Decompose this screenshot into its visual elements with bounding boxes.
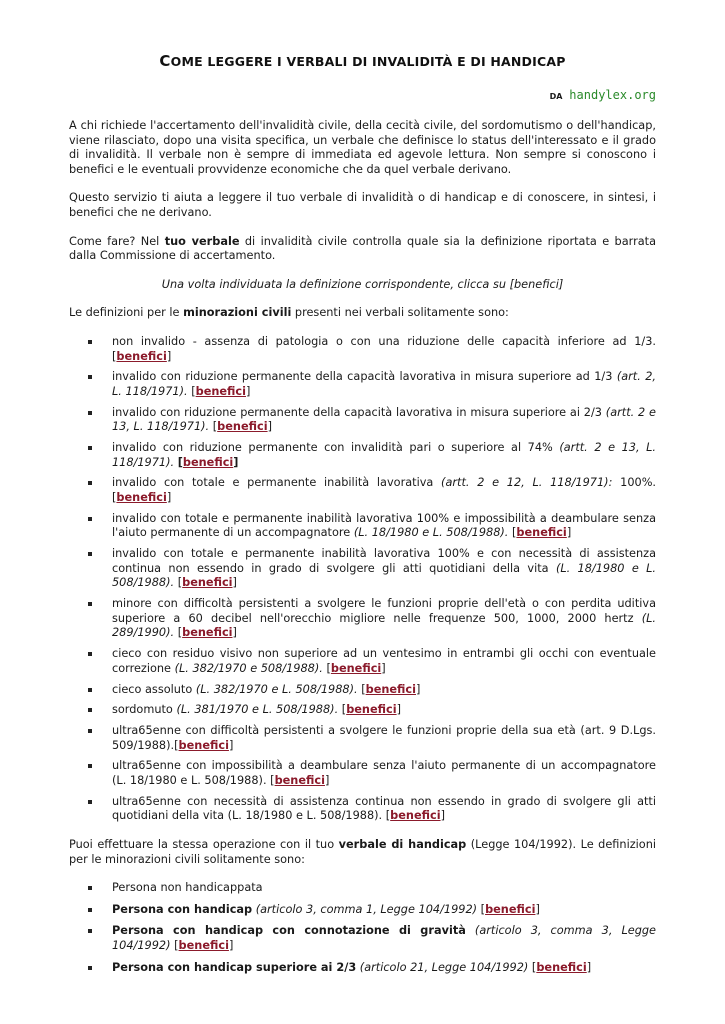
source-line <box>69 88 656 102</box>
bracket: [ <box>112 349 117 363</box>
bracket: [ <box>174 738 179 752</box>
benefici-link[interactable]: benefici <box>346 703 397 717</box>
list-item <box>69 547 656 591</box>
benefici-link[interactable]: benefici <box>116 349 167 363</box>
bracket: ] <box>166 491 172 505</box>
bullet-icon <box>88 375 92 379</box>
list-item <box>69 795 656 824</box>
benefici-link-wrapper <box>481 903 540 916</box>
list-item <box>69 597 656 641</box>
bullet-icon <box>88 446 92 450</box>
bullet-icon <box>88 688 92 692</box>
definition-text: invalido con totale e permanente inabilità lavorativa <box>112 476 442 490</box>
bracket: [ <box>177 626 183 640</box>
benefici-link[interactable]: benefici <box>178 938 229 952</box>
benefici-link[interactable]: benefici <box>516 526 567 540</box>
list-item <box>69 441 656 470</box>
benefici-link-wrapper <box>178 576 237 589</box>
bracket: [ <box>212 420 218 434</box>
law-reference: (L. 18/1980 e L. 508/1988). <box>112 561 656 590</box>
benefici-link-wrapper <box>386 809 445 822</box>
definition-text: cieco assoluto <box>112 682 196 696</box>
bracket: ] <box>228 938 234 952</box>
law-reference: (artt. 2 e 13, L. 118/1971). <box>112 405 656 434</box>
bracket: [ <box>174 938 179 952</box>
list-item <box>69 759 656 788</box>
civil-definitions-list <box>69 335 656 824</box>
benefici-link[interactable]: benefici <box>536 960 587 974</box>
benefici-link[interactable]: benefici <box>390 809 441 823</box>
list-item <box>69 924 656 953</box>
bullet-icon <box>88 908 92 912</box>
list-item <box>69 683 656 698</box>
benefici-link-wrapper <box>270 774 329 787</box>
bracket: ] <box>228 738 234 752</box>
bracket: ] <box>232 626 237 640</box>
bullet-icon <box>88 929 92 933</box>
benefici-link-wrapper <box>361 683 420 696</box>
list-item <box>69 724 656 753</box>
benefici-link[interactable]: benefici <box>182 576 233 590</box>
bracket: ] <box>267 420 272 434</box>
benefici-link[interactable]: benefici <box>485 902 536 916</box>
law-reference: (artt. 2 e 13, L. 118/1971). <box>112 441 656 469</box>
definition-text: invalido con riduzione permanente della capacità lavorativa in misura superiore ai 2/3 <box>112 405 606 419</box>
handicap-definitions-list <box>69 881 656 975</box>
definition-text: invalido con totale e permanente inabilità lavorativa 100% e con necessità di assistenza continua non essendo in grado di svolgere gli atti quotidiani della vita <box>112 547 656 575</box>
definition-suffix: 100%. <box>612 476 657 490</box>
definition-text: invalido con totale e permanente inabilità lavorativa 100% e impossibilità a deambulare senza l'aiuto permanente di un accompagnatore <box>112 511 656 540</box>
bracket: [ <box>361 682 366 696</box>
bracket: ] <box>232 576 237 590</box>
definition-bold: Persona con handicap con connotazione di gravità <box>112 924 466 938</box>
bracket: [ <box>112 491 117 505</box>
definition-text: invalido con riduzione permanente con invalidità pari o superiore al 74% <box>112 441 560 455</box>
benefici-link[interactable]: benefici <box>330 661 382 675</box>
bullet-icon <box>88 517 92 521</box>
definition-text: ultra65enne con necessità di assistenza continua non essendo in grado di svolgere gli atti quotidiani della vita (L. 18/1980 e L. 508/1988). <box>112 794 656 823</box>
law-reference: (L. 382/1970 e 508/1988). <box>174 661 323 675</box>
list-item <box>69 961 656 976</box>
bracket: ] <box>440 809 445 823</box>
bracket: ] <box>416 682 421 696</box>
list-item <box>69 881 656 896</box>
bullet-icon <box>88 764 92 768</box>
benefici-link-wrapper <box>512 526 571 539</box>
bullet-icon <box>88 340 92 344</box>
bracket: ] <box>535 902 540 916</box>
bracket: ] <box>233 455 239 469</box>
benefici-link[interactable]: benefici <box>365 682 417 696</box>
definition-text: minore con difficoltà persistenti a svolgere le funzioni proprie dell'età o con perdita uditiva superiore a 60 decibel nell'orecchio migliore nelle frequenze 500, 1000, 2000 hertz <box>112 597 656 625</box>
source-site: handylex.org <box>569 88 656 102</box>
bracket: ] <box>324 774 330 788</box>
intro-paragraph-1: A chi richiede l'accertamento dell'invalidità civile, della cecità civile, del sordomutismo o dell'handicap, viene rilasciato, dopo una visita specifica, un verbale che definisce lo status dell'interessato e il grado di invalidità. Il verbale non è sempre di immediata ed agevole lettura. Non sempre si conoscono i benefici e le eventuali provvidenze economiche che da quel verbale derivano. <box>69 119 656 176</box>
definition-text: invalido con riduzione permanente della capacità lavorativa in misura superiore ad 1/3 <box>112 370 617 384</box>
benefici-link[interactable]: benefici <box>182 455 234 469</box>
law-reference: (articolo 21, Legge 104/1992) <box>359 960 529 974</box>
benefici-link[interactable]: benefici <box>178 738 229 752</box>
bracket: [ <box>480 902 486 916</box>
source-prefix: DA <box>549 92 563 101</box>
bracket: ] <box>166 349 172 363</box>
page-title: COME LEGGERE I VERBALI DI INVALIDITÀ E DI HANDICAP <box>159 52 566 70</box>
definition-text: non invalido - assenza di patologia o con una riduzione delle capacità inferiore ad 1/3. <box>112 334 656 348</box>
definition-text <box>466 924 475 937</box>
bullet-icon <box>88 411 92 415</box>
bracket: [ <box>177 455 183 469</box>
benefici-link[interactable]: benefici <box>116 491 167 505</box>
benefici-link-wrapper <box>326 662 385 675</box>
law-reference: (articolo 3, comma 1, Legge 104/1992) <box>255 902 478 916</box>
intro-paragraph-2: Questo servizio ti aiuta a leggere il tuo verbale di invalidità o di handicap e di conoscere, in sintesi, i benefici che ne derivano. <box>69 191 656 219</box>
benefici-link-wrapper <box>174 739 233 752</box>
benefici-link-wrapper <box>112 491 171 504</box>
bracket: ] <box>396 703 402 717</box>
benefici-link-wrapper <box>112 350 171 363</box>
bracket: [ <box>326 661 331 675</box>
law-reference: (articolo 3, comma 3, Legge 104/1992) <box>112 924 657 952</box>
law-reference: (L. 381/1970 e L. 508/1988). <box>176 703 339 717</box>
bracket: [ <box>385 809 391 823</box>
definition-text: sordomuto <box>112 703 177 717</box>
definition-text: Persona non handicappata <box>112 881 263 895</box>
instruction-line: Una volta individuata la definizione corrispondente, clicca su [benefici] <box>161 277 564 291</box>
bullet-icon <box>88 602 92 606</box>
list-item <box>69 370 656 399</box>
bracket: ] <box>566 526 572 540</box>
intro-paragraph-3: Come fare? Nel tuo verbale di invalidità civile controlla quale sia la definizione riportata e barrata dalla Commissione di accertamento. <box>69 234 656 263</box>
handicap-intro: Puoi effettuare la stessa operazione con il tuo verbale di handicap (Legge 104/1992). Le definizioni per le minorazioni civili solitamente sono: <box>69 838 656 866</box>
benefici-link[interactable]: benefici <box>274 774 325 788</box>
list-item <box>69 335 656 364</box>
bracket: ] <box>586 960 592 974</box>
bracket: [ <box>177 576 183 590</box>
law-reference: (L. 18/1980 e L. 508/1988). <box>353 526 509 540</box>
list-item <box>69 512 656 541</box>
law-reference: (L. 289/1990). <box>112 611 656 640</box>
bracket: [ <box>191 384 196 398</box>
definition-bold: Persona con handicap <box>112 902 253 916</box>
bracket: [ <box>511 526 517 540</box>
benefici-link-wrapper <box>174 939 233 952</box>
benefici-link-wrapper <box>191 385 250 398</box>
definition-text: cieco con residuo visivo non superiore ad un ventesimo in entrambi gli occhi con eventuale correzione <box>112 647 656 675</box>
bullet-icon <box>88 729 92 733</box>
bullet-icon <box>88 552 92 556</box>
law-reference: (L. 382/1970 e L. 508/1988). <box>195 682 358 696</box>
bracket: ] <box>381 661 386 675</box>
definition-text: ultra65enne con difficoltà persistenti a svolgere le funzioni proprie della sua età (art. 9 D.Lgs. 509/1988). <box>112 724 656 752</box>
bracket: [ <box>270 774 275 788</box>
list-item <box>69 476 656 505</box>
bullet-icon <box>88 800 92 804</box>
definition-text: ultra65enne con impossibilità a deambulare senza l'aiuto permanente di un accompagnatore (L. 18/1980 e L. 508/1988). <box>112 759 656 788</box>
list-item <box>69 406 656 435</box>
list-item <box>69 647 656 676</box>
benefici-link[interactable]: benefici <box>195 384 247 398</box>
civil-definitions-intro: Le definizioni per le minorazioni civili presenti nei verbali solitamente sono: <box>69 306 509 320</box>
bullet-icon <box>88 481 92 485</box>
benefici-link-wrapper <box>178 626 237 639</box>
law-reference: (art. 2, L. 118/1971). <box>112 370 656 398</box>
benefici-link-wrapper <box>213 420 272 433</box>
bullet-icon <box>88 966 92 970</box>
benefici-link-wrapper <box>532 961 591 974</box>
benefici-link[interactable]: benefici <box>217 420 268 434</box>
bullet-icon <box>88 652 92 656</box>
benefici-link-wrapper <box>178 456 239 469</box>
benefici-link[interactable]: benefici <box>182 626 233 640</box>
law-reference: (artt. 2 e 12, L. 118/1971): <box>441 476 613 490</box>
definition-bold: Persona con handicap superiore ai 2/3 <box>112 960 357 974</box>
benefici-link-wrapper <box>342 703 401 716</box>
bullet-icon <box>88 708 92 712</box>
bullet-icon <box>88 886 92 890</box>
bracket: [ <box>531 960 537 974</box>
list-item <box>69 703 656 718</box>
bracket: [ <box>341 703 347 717</box>
bracket: ] <box>246 384 251 398</box>
list-item <box>69 903 656 918</box>
